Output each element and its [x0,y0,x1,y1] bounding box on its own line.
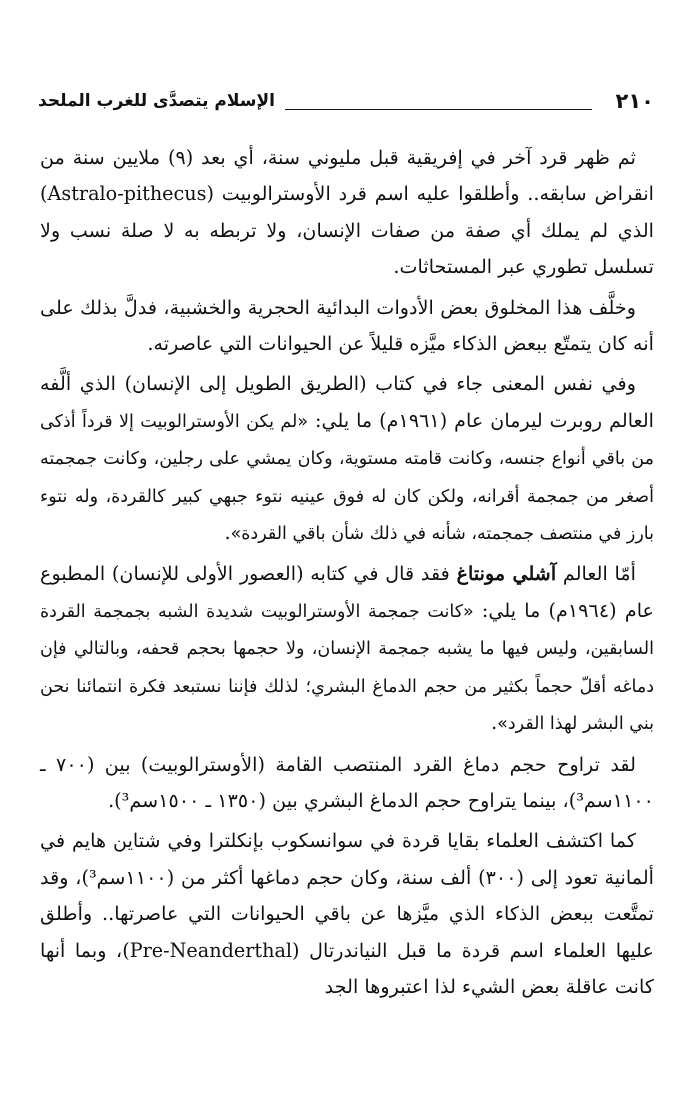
paragraph-6: كما اكتشف العلماء بقايا قردة في سوانسكوب بإنكلترا وفي شتاين هايم في ألمانية تعود إلى (٣٠٠) ألف سنة، وكان حجم دماغها أكثر من (١١٠٠سم³)، وقد تمتَّعت ببعض الذكاء الذي ميَّزها عن باقي الحيوانات التي عاصرتها.. وأطلق عليها العلماء اسم قردة ما قبل النياندرتال (Pre-Neanderthal)، وبما أنها كانت عاقلة بعض الشيء لذا اعتبروها الجد [40,829,655,998]
header-rule [285,109,592,110]
paragraph-4 [40,556,654,742]
running-title: الإسلام يتصدَّى للغرب الملحد [38,91,275,111]
paragraph-4-end: . [491,711,498,735]
paragraph-4-intro: أمّا العالم [556,562,636,586]
page-number: ٢١٠ [615,89,654,113]
paragraph-3-quote: «لم يكن الأوسترالوبيت إلا قرداً أذكى من باقي أنواع جنسه، وكانت قامته مستوية، وكان يمشي على رجلين، وكانت جمجمته أصغر من جمجمة أقرانه، ولكن كان له فوق عينيه نتوء جبهي كبير كالقردة، وله نتوء بارز في منتصف جمجمته، شأنه في ذلك شأن باقي القردة» [40,411,654,545]
paragraph-4-intro-2: فقد قال في كتابه (العصور الأولى للإنسان) المطبوع عام (١٩٦٤م) ما يلي: [40,562,654,622]
scientist-name: آشلي مونتاغ [456,562,557,586]
paragraph-3 [40,366,654,552]
paragraph-4-quote: «كانت جمجمة الأوسترالوبيت شديدة الشبه بجمجمة القردة السابقين، وليس فيها ما يشبه جمجمة الإنسان، ولا حجمها بحجم قحفه، وبالتالي فإن دماغه أقلّ حجماً بكثير من حجم الدماغ البشري؛ لذلك فإننا نستبعد فكرة انتمائنا نحن بني البشر لهذا القرد» [40,601,654,735]
paragraph-3-end: . [224,521,231,545]
paragraph-5: لقد تراوح حجم دماغ القرد المنتصب القامة (الأوسترالوبيت) بين (٧٠٠ ـ ١١٠٠سم³)، بينما يتراوح حجم الدماغ البشري بين (١٣٥٠ ـ ١٥٠٠سم³). [40,752,654,812]
paragraph-3-intro: وفي نفس المعنى جاء في كتاب (الطريق الطويل إلى الإنسان) الذي ألَّفه العالم روبرت ليرمان عام (١٩٦١م) ما يلي: [40,372,654,432]
paragraph-2: وخلَّف هذا المخلوق بعض الأدوات البدائية الحجرية والخشبية، فدلَّ بذلك على أنه كان يتمتّع ببعض الذكاء ميَّزه قليلاً عن الحيوانات التي عاصرته. [40,295,654,356]
page-header [38,84,654,118]
paragraph-1: ثم ظهر قرد آخر في إفريقية قبل مليوني سنة، أي بعد (٩) ملايين سنة من انقراض سابقه.. وأطلقوا عليه اسم قرد الأوسترالوبيت (Astralo-pithecus) الذي لم يملك أي صفة من صفات الإنسان، ولا تربطه به لا صلة نسب ولا تسلسل تطوري عبر المستحاثات. [40,146,654,279]
page-body [40,140,654,1005]
